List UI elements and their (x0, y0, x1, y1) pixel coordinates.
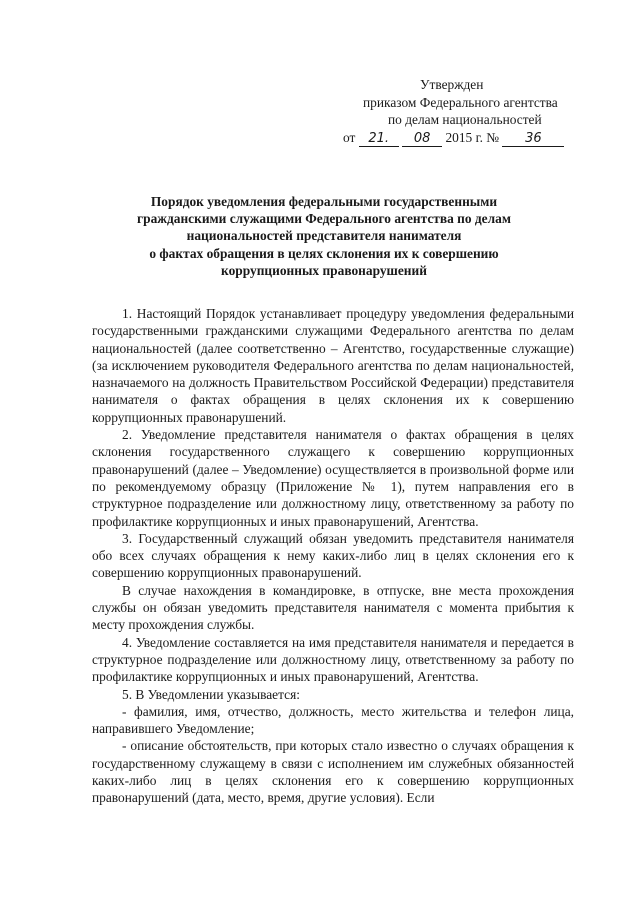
order-number-field: 36 (502, 132, 564, 147)
paragraph-3: 3. Государственный служащий обязан уведомить представителя нанимателя обо всех случаях обращения к нему каких-либо лиц в целях склонения его к совершению коррупционных правонарушений. (92, 530, 574, 581)
title-line-2: гражданскими служащими Федерального агентства по делам (137, 211, 511, 227)
approval-stamp (338, 76, 598, 147)
document-body (92, 305, 574, 807)
paragraph-5: 5. В Уведомлении указывается: (122, 686, 300, 702)
paragraph-4: 4. Уведомление составляется на имя представителя нанимателя и передается в структурное подразделение или должностному лицу, ответственному за работу по профилактике коррупционных и иных правонарушений, Агентства. (92, 634, 574, 685)
title-line-1: Порядок уведомления федеральными государственными (150, 194, 498, 209)
list-item: - фамилия, имя, отчество, должность, место жительства и телефон лица, направившего Уведомление; (92, 703, 574, 737)
list-item: - описание обстоятельств, при которых стало известно о случаях обращения к государственному служащему в связи с исполнением им служебных обязанностей каких-либо лиц в целях склонения его к совершению коррупционных правонарушений (дата, место, время, другие условия). Если (92, 738, 574, 806)
approval-line-approved: Утвержден (420, 77, 484, 92)
date-day-field: 21. (359, 132, 399, 147)
title-line-5: коррупционных правонарушений (221, 262, 427, 278)
title-line-3: национальностей представителя нанимателя (186, 228, 462, 244)
approval-line-date-number (338, 129, 598, 147)
paragraph-2: 2. Уведомление представителя нанимателя о фактах обращения в целях склонения государственного служащего к совершению коррупционных правонарушений (далее – Уведомление) осуществляется в произвольной форме или по рекомендуемому образцу (Приложение № 1), путем направления его в структурное подразделение или должностному лицу, ответственному за работу по профилактике коррупционных и иных правонарушений, Агентства. (92, 427, 574, 529)
date-month-field: 08 (402, 132, 442, 147)
paragraph-3-note: В случае нахождения в командировке, в отпуске, вне места прохождения службы он обязан уведомить представителя нанимателя с момента прибытия к месту прохождения службы. (92, 582, 574, 633)
approval-line-order: приказом Федерального агентства (363, 94, 558, 110)
from-label: от (343, 129, 356, 145)
paragraph-1: 1. Настоящий Порядок устанавливает процедуру уведомления федеральными государственными гражданскими служащими Федерального агентства по делам национальностей (далее соответственно – Агентство, государственные служащие) (за исключением руководителя Федерального агентства по делам национальностей, назначаемого на должность Правительством Российской Федерации) представителя нанимателя о фактах обращения в целях склонения их к совершению коррупционных правонарушений. (92, 306, 574, 425)
title-line-4: о фактах обращения в целях склонения их к совершению (149, 245, 499, 261)
year-number-label: 2015 г. № (445, 129, 500, 145)
document-title (112, 193, 536, 279)
approval-line-agency: по делам национальностей (388, 112, 542, 127)
